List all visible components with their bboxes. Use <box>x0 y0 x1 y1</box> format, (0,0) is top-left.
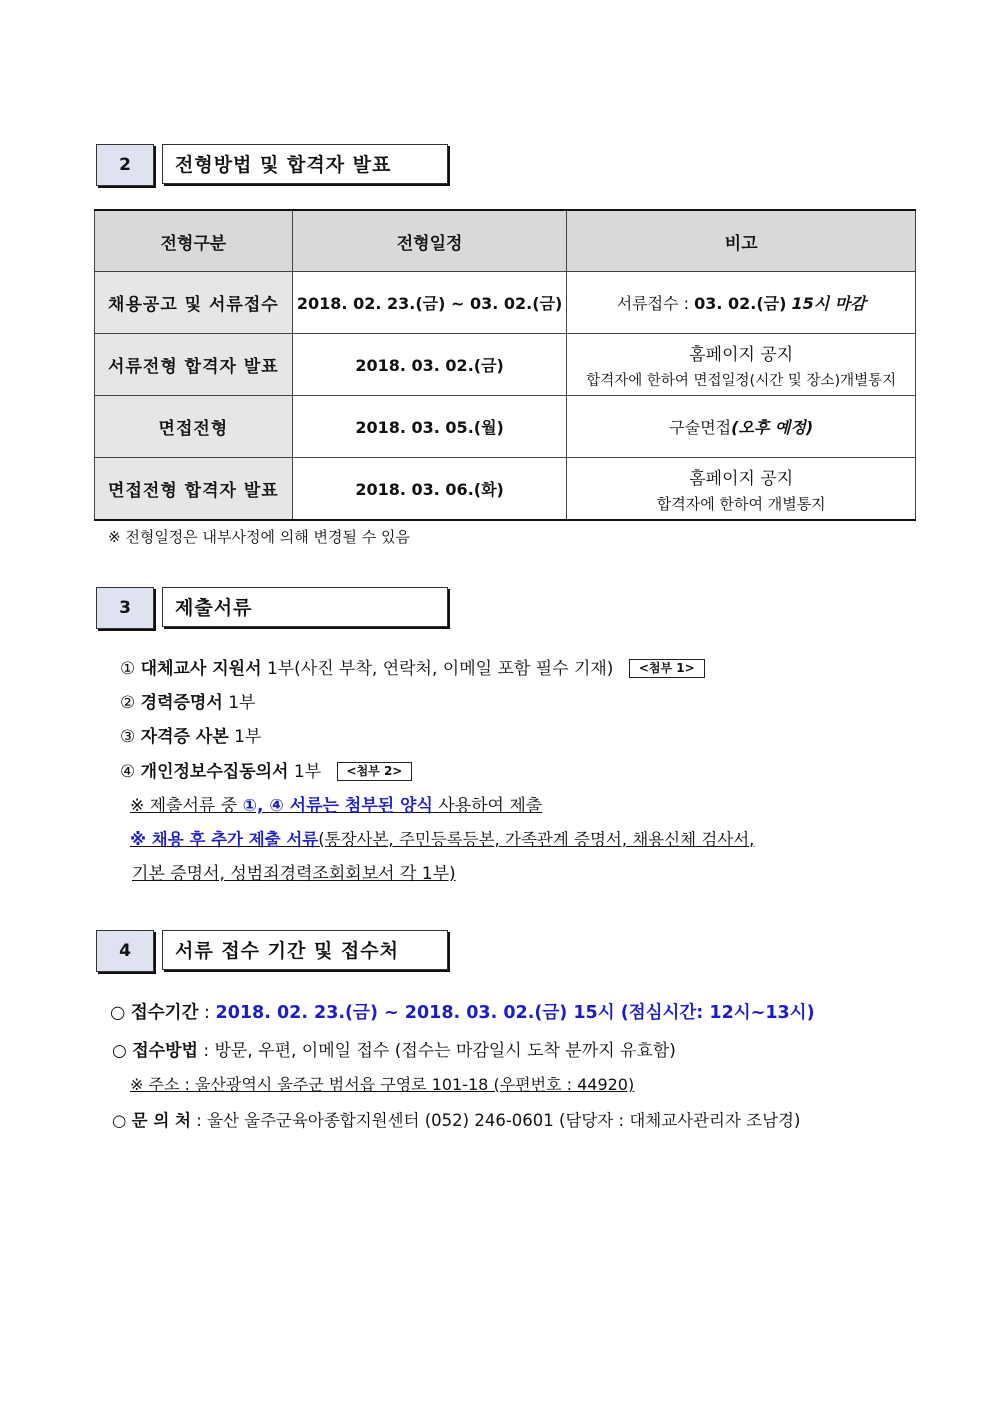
document-item <box>120 654 705 679</box>
schedule-footnote: ※ 전형일정은 내부사정에 의해 변경될 수 있음 <box>108 528 410 546</box>
row-category: 채용공고 및 서류접수 <box>95 272 293 334</box>
attachment-label: <첨부 1> <box>629 659 705 678</box>
attachment-label: <첨부 2> <box>337 762 413 781</box>
additional-docs-note-cont: 기본 증명서, 성범죄경력조회회보서 각 1부) <box>132 864 456 884</box>
note-line: 홈페이지 공지 <box>689 344 794 365</box>
row-date: 2018. 03. 05.(월) <box>292 396 567 458</box>
item-detail: 1부(사진 부착, 연락처, 이메일 포함 필수 기재) <box>266 659 614 679</box>
table-row <box>95 396 916 458</box>
note-suffix: 사용하여 제출 <box>432 796 543 816</box>
row-category: 면접전형 합격자 발표 <box>95 458 293 521</box>
item-name: 경력증명서 <box>140 693 223 713</box>
column-header: 비고 <box>567 210 916 272</box>
document-item <box>120 688 255 713</box>
item-number: ② <box>120 693 136 713</box>
method-value: 방문, 우편, 이메일 접수 (접수는 마감일시 도착 분까지 유효함) <box>214 1041 676 1061</box>
note-rest: (통장사본, 주민등록등본, 가족관계 증명서, 채용신체 검사서, <box>318 830 755 849</box>
table-row <box>95 458 916 521</box>
bullet: ○ <box>112 1041 127 1061</box>
section-title: 제출서류 <box>162 587 448 627</box>
row-note <box>567 272 916 334</box>
submission-note <box>130 791 542 816</box>
note-date: 03. 02.(금) <box>694 294 787 313</box>
section-number: 3 <box>96 587 154 629</box>
method-label: 접수방법 <box>132 1041 198 1061</box>
note-line: 합격자에 한하여 개별통지 <box>656 494 826 513</box>
reception-method: ○ 접수방법 : 방문, 우편, 이메일 접수 (접수는 마감일시 도착 분까지 유효함) <box>112 1041 676 1061</box>
item-name: 자격증 사본 <box>140 727 229 747</box>
row-note <box>567 396 916 458</box>
bullet: ○ <box>112 1111 127 1130</box>
item-detail: 1부 <box>234 727 262 747</box>
section-title: 서류 접수 기간 및 접수처 <box>162 930 448 970</box>
table-row <box>95 334 916 396</box>
contact-info: ○ 문 의 처 : 울산 울주군육아종합지원센터 (052) 246-0601 (담당자 : 대체교사관리자 조남경) <box>112 1111 801 1130</box>
column-header: 전형구분 <box>95 210 293 272</box>
note-italic: (오후 예정) <box>731 418 814 437</box>
row-category: 서류전형 합격자 발표 <box>95 334 293 396</box>
note-emphasis: ①, ④ 서류는 첨부된 양식 <box>242 796 433 816</box>
item-number: ① <box>120 659 136 679</box>
row-note <box>567 334 916 396</box>
item-number: ③ <box>120 727 136 747</box>
row-note <box>567 458 916 521</box>
note-prefix: 구술면접 <box>669 418 732 437</box>
document-item <box>120 757 412 782</box>
row-date: 2018. 03. 02.(금) <box>292 334 567 396</box>
table-header-row <box>95 210 916 272</box>
note-emphasis: ※ 채용 후 추가 제출 서류 <box>130 830 319 849</box>
additional-docs-note <box>130 826 754 850</box>
row-category: 면접전형 <box>95 396 293 458</box>
section-number: 4 <box>96 930 154 972</box>
row-date: 2018. 03. 06.(화) <box>292 458 567 521</box>
note-prefix: ※ 제출서류 중 <box>130 796 243 816</box>
table-row <box>95 272 916 334</box>
note-line: 홈페이지 공지 <box>689 468 794 489</box>
bullet: ○ <box>110 1003 126 1023</box>
contact-value: 울산 울주군육아종합지원센터 (052) 246-0601 (담당자 : 대체교사관리자 조남경) <box>207 1111 801 1130</box>
note-line: 합격자에 한하여 면접일정(시간 및 장소)개별통지 <box>586 372 897 389</box>
schedule-table <box>94 209 916 521</box>
period-value: 2018. 02. 23.(금) ~ 2018. 03. 02.(금) 15시 (점심시간: 12시~13시) <box>215 1003 815 1023</box>
item-detail: 1부 <box>293 762 322 782</box>
section-title: 전형방법 및 합격자 발표 <box>162 144 448 184</box>
contact-label: 문 의 처 <box>131 1111 191 1130</box>
period-label: 접수기간 <box>130 1003 199 1023</box>
row-date: 2018. 02. 23.(금) ~ 03. 02.(금) <box>292 272 567 334</box>
address-note: ※ 주소 : 울산광역시 울주군 범서읍 구영로 101-18 (우편번호 : 44920) <box>130 1075 635 1094</box>
item-detail: 1부 <box>228 693 256 713</box>
section-number: 2 <box>96 144 154 186</box>
column-header: 전형일정 <box>292 210 567 272</box>
item-name: 대체교사 지원서 <box>140 659 262 679</box>
item-number: ④ <box>120 762 136 782</box>
note-prefix: 서류접수 : <box>616 294 695 313</box>
reception-period: ○ 접수기간 : 2018. 02. 23.(금) ~ 2018. 03. 02.(금) 15시 (점심시간: 12시~13시) <box>110 1003 815 1023</box>
document-item <box>120 722 261 747</box>
item-name: 개인정보수집동의서 <box>140 762 289 782</box>
note-deadline: 15시 마감 <box>791 294 866 313</box>
